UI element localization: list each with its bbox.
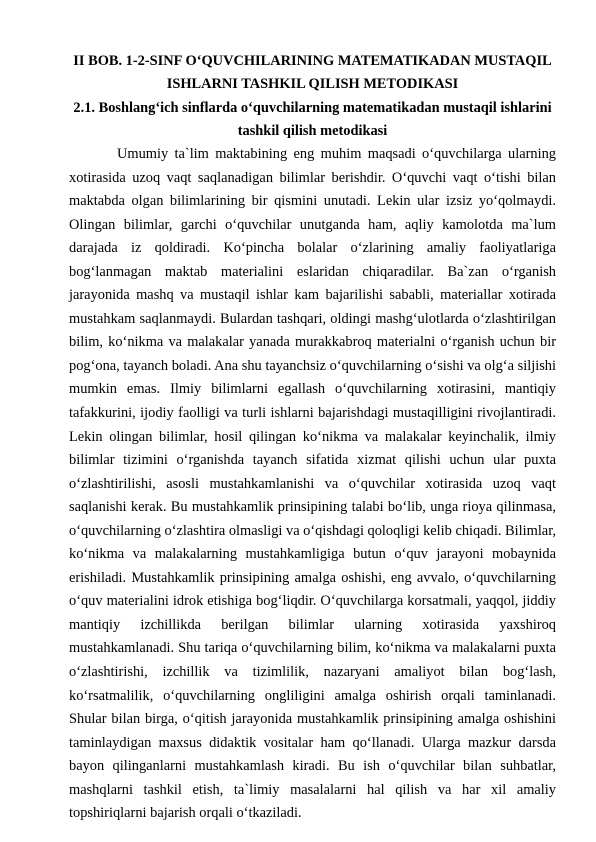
document-page	[69, 50, 556, 826]
chapter-title: II BOB. 1-2-SINF O‘QUVCHILARINING MATEMATIKADAN MUSTAQIL ISHLARNI TASHKIL QILISH METODIKASI	[73, 53, 552, 92]
body-paragraph: Umumiy ta`lim maktabining eng muhim maqsadi o‘quvchilarga ularning xotirasida uzoq vaqt saqlanadigan bilimlar berishdir. O‘quvchi vaqt o‘tishi bilan maktabda olgan bilimlarining bir qismini unutadi. Lekin ular izsiz yo‘qolmaydi. Olingan bilimlar, garchi o‘quvchilar unutganda ham, aqliy kamolotda ma`lum darajada iz qoldiradi. Ko‘pincha bolalar o‘zlarining amaliy faoliyatlariga bog‘lanmagan maktab materialini eslaridan chiqaradilar. Ba`zan o‘rganish jarayonida mashq va mustaqil ishlar kam bajarilishi sababli, materiallar xotirada mustahkam saqlanmaydi. Bulardan tashqari, oldingi mashg‘ulotlarda o‘zlashtirilgan bilim, ko‘nikma va malakalar yanada murakkabroq materialni o‘rganish uchun bir pog‘ona, tayanch boladi. Ana shu tayanchsiz o‘quvchilarning o‘sishi va olg‘a siljishi mumkin emas. Ilmiy bilimlarni egallash o‘quvchilarning xotirasini, mantiqiy tafakkurini, ijodiy faolligi va turli ishlarni bajarishdagi mustaqilligini rivojlantiradi. Lekin olingan bilimlar, hosil qilingan ko‘nikma va malakalar keyinchalik, ilmiy bilimlar tizimini o‘rganishda tayanch sifatida xizmat qilishi uchun ular puxta o‘zlashtirilishi, asosli mustahkamlanishi va o‘quvchilar xotirasida uzoq vaqt saqlanishi kerak. Bu mustahkamlik prinsipining talabi bo‘lib, unga rioya qilinmasa, o‘quvchilarning o‘zlashtira olmasligi va o‘qishdagi qoloqligi kelib chiqadi. Bilimlar, ko‘nikma va malakalarning mustahkamligiga butun o‘quv jarayoni mobaynida erishiladi. Mustahkamlik prinsipining amalga oshishi, eng avvalo, o‘quvchilarning o‘quv materialini idrok etishiga bog‘liqdir. O‘quvchilarga korsatmali, yaqqol, jiddiy mantiqiy izchillikda berilgan bilimlar ularning xotirasida yaxshiroq mustahkamlanadi. Shu tariqa o‘quvchilarning bilim, ko‘nikma va malakalarni puxta o‘zlashtirishi, izchillik va tizimlilik, nazaryani amaliyot bilan bog‘lash, ko‘rsatmalilik, o‘quvchilarning ongliligini amalga oshirish orqali taminlanadi. Shular bilan birga, o‘qitish jarayonida mustahkamlik prinsipining amalga oshishini taminlaydigan maxsus didaktik vositalar ham qo‘llanadi. Ularga mazkur darsda bayon qilinganlarni mustahkamlash kiradi. Bu ish o‘quvchilar bilan suhbatlar, mashqlarni tashkil etish, ta`limiy masalalarni hal qilish va har xil amaliy topshiriqlarni bajarish orqali o‘tkaziladi.	[69, 146, 557, 822]
section-title: 2.1. Boshlang‘ich sinflarda o‘quvchilarning matematikadan mustaqil ishlarini tashkil qilish metodikasi	[73, 100, 552, 139]
